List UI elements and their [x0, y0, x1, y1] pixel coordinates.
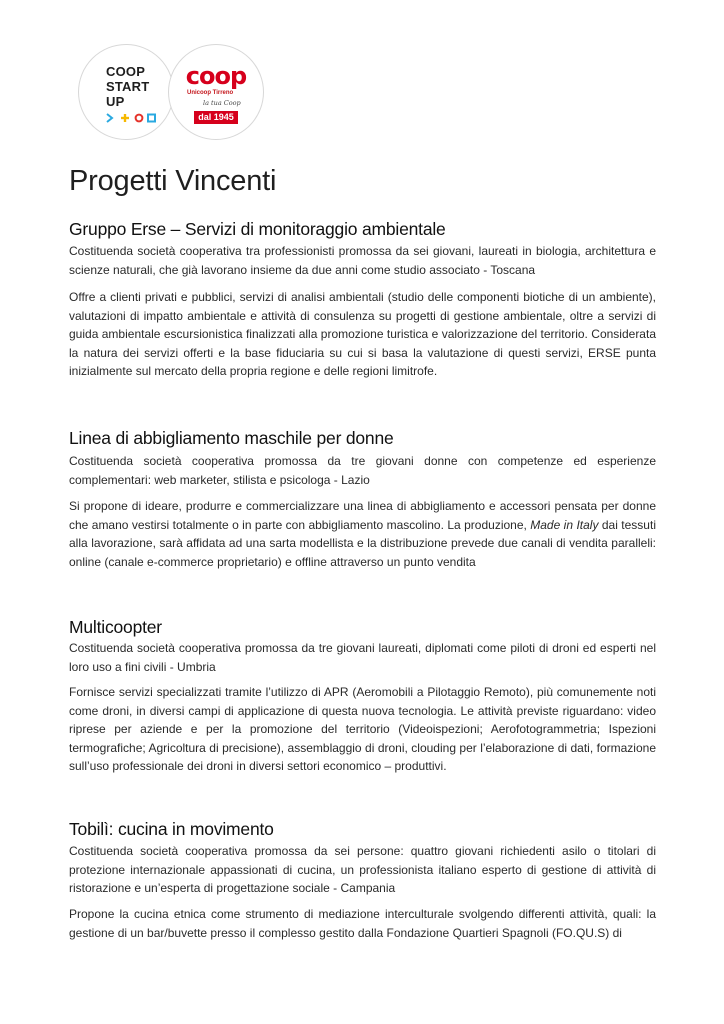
startup-logo-line: START [106, 79, 150, 94]
coop-subtitle: Unicoop Tirreno [187, 90, 234, 96]
section-heading: Linea di abbigliamento maschile per donne [69, 428, 394, 448]
page-title: Progetti Vincenti [69, 165, 277, 197]
section-intro: Costituenda società cooperativa tra professionisti promossa da sei giovani, laureati in biologia, architettura e scienze naturali, che già lavorano insieme da due anni come studio associato - Toscana [69, 244, 656, 277]
startup-symbols-icon [106, 112, 166, 124]
body-text: dai tessuti alla lavorazione, sarà affidata ad una sarta modellista e la distribuzione prevede due canali di vendita paralleli: online (canale e-commerce proprietario) e offline attraverso un punto vendita [69, 517, 656, 569]
coop-wordmark-text: coop [185, 63, 247, 89]
body-text: Si propone di ideare, produrre e commercializzare una linea di abbigliamento e accessori pensata per donne che amano vestirsi totalmente o in parte con abbigliamento mascolino. La produzione, [69, 499, 656, 532]
coop-wordmark-icon [182, 63, 250, 89]
section-intro: Costituenda società cooperativa promossa da tre giovani laureati, diplomati come piloti di droni ed esperti nel loro uso a fini civili - Umbria [69, 641, 656, 674]
unicoop-tirreno-logo [168, 44, 264, 140]
section-heading: Gruppo Erse – Servizi di monitoraggio ambientale [69, 219, 446, 239]
startup-logo-line: UP [106, 94, 125, 109]
section-heading: Tobilì: cucina in movimento [69, 819, 274, 839]
coop-startup-logo [78, 44, 174, 140]
startup-logo-line: COOP [106, 64, 146, 79]
section-body: Offre a clienti privati e pubblici, servizi di analisi ambientali (studio delle componenti biotiche di un ambiente), valutazioni di impatto ambientale e attività di consulenza su progetti di gestione ambientale, oltre a servizi di guida ambientale escursionistica finalizzati alla promozione turistica e valorizzazione del territorio. Considerata la natura dei servizi offerti e la base fiduciaria su cui si basa la valutazione di questi servizi, ERSE punta inizialmente sul mercato della propria regione e delle regioni limitrofe. [69, 290, 656, 379]
section-body: Propone la cucina etnica come strumento di mediazione interculturale svolgendo differenti attività, quali: la gestione di un bar/buvette presso il complesso gestito dalla Fondazione Quartieri Spagnoli (FO.QU.S) di [69, 907, 656, 940]
section-body: Fornisce servizi specializzati tramite l’utilizzo di APR (Aeromobili a Pilotaggio Remoto), più comunemente noti come droni, in diversi campi di applicazione di questa nuova tecnologia. Le attività previste riguardano: video riprese per aziende e per la promozione del territorio (Videoispezioni; Aerofotogrammetria; Ispezioni termografiche; Agricoltura di precisione), assemblaggio di droni, clouding per l’elaborazione di dati, formazione sull’uso professionale dei droni in diversi settori economico – produttivi. [69, 685, 656, 774]
section-heading: Multicoopter [69, 617, 162, 637]
section-intro: Costituenda società cooperativa promossa da sei persone: quattro giovani richiedenti asilo o titolari di protezione internazionale appassionati di cucina, un professionista italiano esperto di gestione di attività di ristorazione e un’esperta di progettazione sociale - Campania [69, 844, 656, 896]
header-logos [78, 44, 274, 140]
section-intro: Costituenda società cooperativa promossa da tre giovani donne con competenze ed esperienze complementari: web marketer, stilista e psicologa - Lazio [69, 454, 656, 487]
coop-year-badge: dal 1945 [194, 111, 238, 124]
coop-tagline: la tua Coop [203, 99, 241, 107]
emphasis-text: Made in Italy [530, 517, 599, 532]
section-body [69, 497, 656, 571]
